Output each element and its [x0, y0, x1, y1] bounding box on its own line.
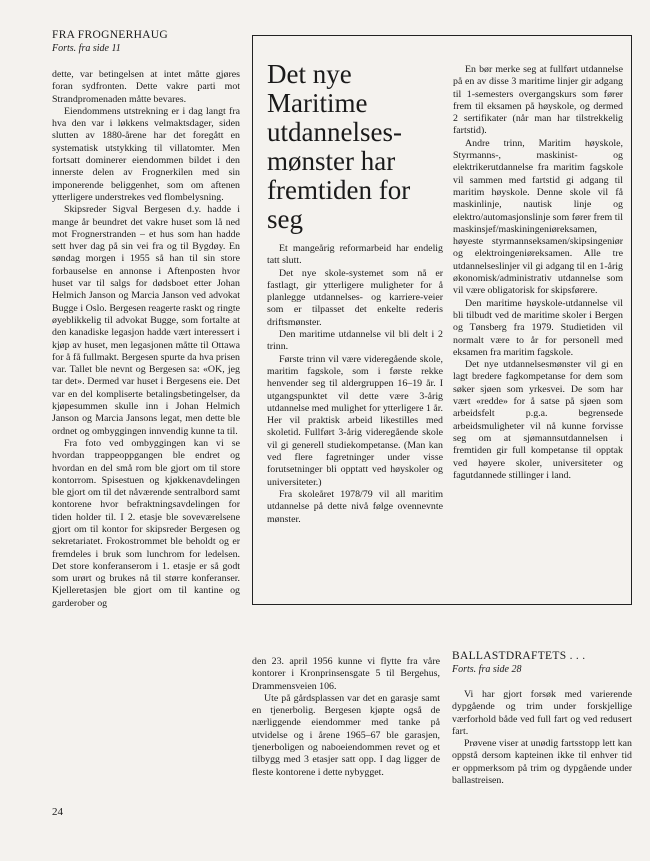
- page-number: 24: [52, 806, 63, 818]
- paragraph: Første trinn vil være videregående skole, maritim fagskole, som i første rekke henvender seg til aldergruppen 16–19 år. I utgangspunktet vil dette være 3-årig utdannelse med mulighet for ytterligere 1 år. Her vil praktisk arbeid likestilles med skoletid. Fullført 3-årig videregående skole vil gi generell studiekompetanse. (Man kan ved flere fagretninger under visse forutsetninger bli opptatt ved høyskoler og universiteter.): [267, 353, 443, 488]
- article-column-1: [52, 69, 240, 610]
- maritime-article-box: [252, 35, 632, 605]
- paragraph: En bør merke seg at fullført utdannelse på en av disse 3 maritime linjer gir adgang til 1-semesters overgangskurs som fører frem til eksamen på høyskole, og dermed 2 sertifikater (når man har tilstrekkelig fartstid).: [453, 64, 623, 137]
- box-column-left: [267, 243, 443, 526]
- paragraph: Eiendommens utstrekning er i dag langt fra hva den var i løkkens velmaktsdager, siden slutten av 1880-årene har det foregått en systematisk utstykking til villatomter. Men fortsatt dominerer eiendommen bildet i den innerste delen av Frognerkilen med sin imponerende beliggenhet, som om aftenen ytterligere understrekes ved flombelysning.: [52, 105, 240, 203]
- box-column-right: [453, 64, 623, 482]
- paragraph: Fra foto ved ombyggingen kan vi se hvordan trappeoppgangen ble endret og hvordan en del små rom ble gjort om til store kontorrom. Spisestuen og kjøkkenavdelingen ble gjort om til det nåværende sentralbord samt kontorene hvor befraktningsavdelingen for tiden holder til. I 2. etasje ble soveværelsene gjort om til kontor for skipsreder Bergesen og sekretariatet. Frokostrommet ble beholdt og er fremdeles i bruk som lunchrom for ledelsen. Det store konferanserom i 1. etasje er så godt som urørt og brukes nå til større konferanser. Kjelleretasjen ble gjort om til kantine og garderober og: [52, 437, 240, 609]
- paragraph: Den maritime utdannelse vil bli delt i 2 trinn.: [267, 329, 443, 353]
- paragraph: Et mangeårig reformarbeid har endelig tatt slutt.: [267, 243, 443, 267]
- continued-note: Forts. fra side 11: [52, 43, 121, 54]
- ballast-column: [452, 689, 632, 787]
- paragraph: Det nye skole-systemet som nå er fastlagt, gir ytterligere muligheter for å planlegge utdannelses- og karriere-veier som er tilpasset det enkelte rederis driftsmønster.: [267, 267, 443, 328]
- ballast-header: BALLASTDRAFTETS . . .: [452, 650, 586, 662]
- paragraph: Vi har gjort forsøk med varierende dypgående og trim under forskjellige værforhold både ved full fart og ved redusert fart.: [452, 689, 632, 737]
- paragraph: Den maritime høyskole-utdannelse vil bli tilbudt ved de maritime skoler i Bergen og Tønsberg fra 1979. Studietiden vil normalt være to år for personell med eksamen fra maritim fagskole.: [453, 297, 623, 358]
- paragraph: Ute på gårdsplassen var det en garasje samt en tjenerbolig. Bergesen kjøpte også de nærliggende eiendommer med tanke på utvidelse og i årene 1965–67 ble garasjen, tjenerboligen og naboeiendommen revet og et tilbygg med 3 etasjer satt opp. I dag ligger de fleste kontorene i dette nybygget.: [252, 692, 440, 778]
- paragraph: Fra skoleåret 1978/79 vil all maritim utdannelse på dette nivå følge ovennevnte mønster.: [267, 488, 443, 525]
- ballast-continued-note: Forts. fra side 28: [452, 664, 522, 675]
- paragraph: Det nye utdannelsesmønster vil gi en lagt bredere fagkompetanse for dem som søker sjøen som yrkesvei. De som har vært «redde» for å satse på sjøen som arbeidsfelt p.g.a. begrensede arbeidsmuligheter vil nå kunne forvisse seg om at sjømannsutdannelsen i fremtiden gir full kompetanse til opptak ved høyere skoler, universiteter og fagutdannede stillinger i land.: [453, 359, 623, 481]
- paragraph: dette, var betingelsen at intet måtte gjøres foran sydfronten. Dette vakre parti mot Strandpromenaden måtte bevares.: [52, 69, 240, 105]
- paragraph: Prøvene viser at unødig fartsstopp lett kan oppstå dersom kapteinen ikke til enhver tid er oppmerksom på trim og dypgående under ballastreisen.: [452, 738, 632, 787]
- paragraph: den 23. april 1956 kunne vi flytte fra våre kontorer i Kronprinsensgate 5 til Bergehus, Drammensveien 106.: [252, 656, 440, 692]
- section-header: FRA FROGNERHAUG: [52, 29, 169, 41]
- paragraph: Skipsreder Sigval Bergesen d.y. hadde i mange år beundret det vakre huset som lå ned mot Frognerstranden – et hus som han hadde sett hver dag på sin vei fra og til Bygdøy. En søndag morgen i 1955 så han til sin store forbauselse en annonse i Aftenposten hvor huset var til salgs for dødsboet etter Johan Helmich Janson og Marcia Janson ved advokat Bugge i Oslo. Bergesen reagerte raskt og ringte øyeblikkelig til advokat Bugge, som fortalte at den kanadiske legasjon hadde vært interessert i kjøp av huset, men legasjonen måtte til Ottawa for å få fullmakt. Bergesen spurte da hva prisen var. Tallet ble nevnt og Bergesen sa: «OK, jeg tar det». Dermed var huset i Bergesens eie. Det var en del kompliserte betalingsbetingelser, da kjøpesummen skulle inn i Johan Helmich Janson og Marcia Jansons legat, men dette ble ordnet og ombyggingen innvendig kunne ta til.: [52, 204, 240, 437]
- article-title: Det nye Maritime utdannelses-mønster har fremtiden for seg: [267, 59, 411, 234]
- article-column-2: [252, 656, 440, 779]
- paragraph: Andre trinn, Maritim høyskole, Styrmanns-, maskinist- og elektrikerutdannelse fra maritim fagskole vil sammen med fartstid gi adgang til maritim høyskole. Denne skole vil få maskinlinje, nautisk linje og elektro/automasjonslinje som fører frem til maskinsjef/maskiningeniøreksamen, høyeste styrmannseksamen/skipsingeniør og elektroingeniøreksamen. Alle tre utdannelseslinjer vil gi adgang til en 1-årig økonomisk/administrativ utdannelse som vil være obligatorisk for skipsførere.: [453, 137, 623, 297]
